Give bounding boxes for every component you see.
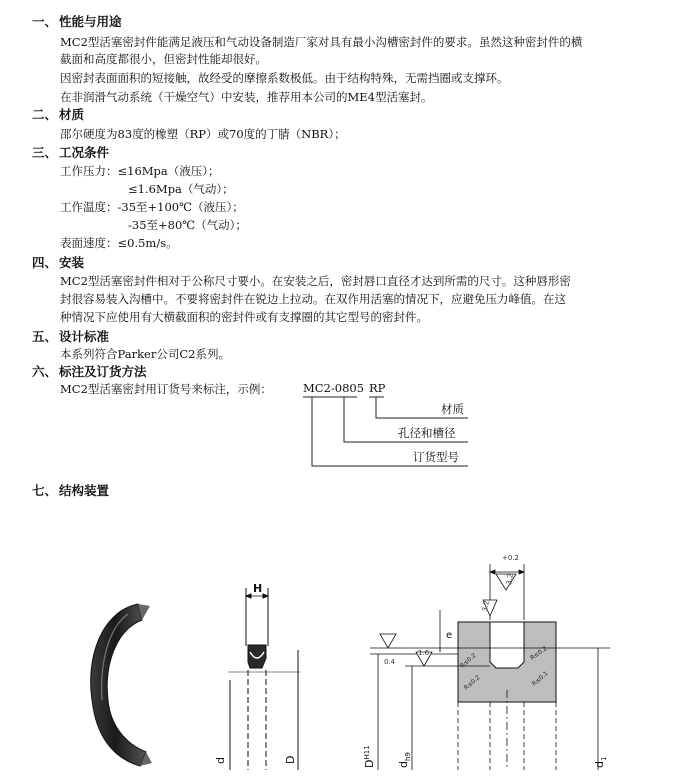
paragraph-line: 在非润滑气动系统（干燥空气）中安装，推荐用本公司的ME4型活塞封。 <box>60 90 433 104</box>
paragraph-line: 种情况下应使用有大横截面积的密封件或有支撑圈的其它型号的密封件。 <box>60 310 428 324</box>
label-order-type: 订货型号 <box>413 450 459 464</box>
dim-D-H11-sup: H11 <box>363 745 371 760</box>
section-title: 安装 <box>59 255 85 270</box>
roughness-b: 3.2 <box>505 572 515 586</box>
paragraph-line: 工作温度：-35至+100℃（液压）； <box>60 200 244 214</box>
roughness-a: 3.2 <box>481 599 491 613</box>
radius-a: R≤0.2 <box>458 652 478 670</box>
seal-ring-illustration <box>91 604 152 766</box>
dim-H: H <box>253 582 263 595</box>
roughness-c: 0.4 <box>384 658 396 666</box>
dim-D-H11 <box>363 745 376 768</box>
dim-d1 <box>593 757 608 768</box>
dim-D-H11-main: D <box>363 759 376 768</box>
groove-drawing <box>370 564 610 770</box>
dim-d-h9 <box>397 752 412 768</box>
dim-e: e <box>446 630 453 641</box>
paragraph-line: MC2型活塞密封用订货号来标注，示例： <box>60 382 272 396</box>
section-title: 标注及订货方法 <box>59 364 147 379</box>
radius-b: R≤0.2 <box>462 674 482 692</box>
label-bore-groove: 孔径和槽径 <box>398 426 456 440</box>
seal-cross-section <box>228 588 300 770</box>
section-number: 四、 <box>32 255 58 270</box>
section-number: 五、 <box>32 329 58 344</box>
section-number: 六、 <box>32 364 58 379</box>
section-title: 结构装置 <box>59 483 110 498</box>
paragraph-line: 邵尔硬度为83度的橡塑（RP）或70度的丁腈（NBR）； <box>60 127 346 141</box>
dim-d-h9-main: d <box>397 761 410 768</box>
section-title: 工况条件 <box>59 145 110 160</box>
paragraph-line: 封很容易装入沟槽中。不要将密封件在锐边上拉动。在双作用活塞的情况下，应避免压力峰值。在这 <box>60 292 566 306</box>
paragraph-line: 表面速度：≤0.5m/s。 <box>60 236 178 250</box>
section-title: 材质 <box>59 107 85 122</box>
order-code-type-bore: MC2-0805 <box>303 381 365 395</box>
dim-D: D <box>284 755 297 764</box>
paragraph-line: 工作压力：≤16Mpa（液压）； <box>60 164 220 178</box>
tolerance-top: +0.2 <box>502 554 519 562</box>
paragraph-line: 本系列符合Parker公司C2系列。 <box>60 347 230 361</box>
section-title: 设计标准 <box>59 329 110 344</box>
order-code-material: RP <box>369 381 386 395</box>
roughness-d: 1.6 <box>418 649 430 657</box>
section-number: 二、 <box>32 107 58 122</box>
paragraph-line: MC2型活塞密封件能满足液压和气动设备制造厂家对具有最小沟槽密封件的要求。虽然这种密封件的横 <box>60 35 583 49</box>
dim-d-h9-sub: h9 <box>404 752 412 762</box>
section-title: 性能与用途 <box>59 14 122 29</box>
dim-d1-main: d <box>593 761 606 768</box>
section-number: 三、 <box>32 145 58 160</box>
paragraph-line: ≤1.6Mpa（气动）； <box>128 182 234 196</box>
paragraph-line: -35至+80℃（气动）； <box>128 218 247 232</box>
dim-d1-sub: 1 <box>600 756 608 762</box>
dim-d: d <box>214 757 227 764</box>
paragraph-line: 因密封表面面积的短接触，故经受的摩擦系数极低。由于结构特殊，无需挡圈或支撑环。 <box>60 71 509 85</box>
paragraph-line: MC2型活塞密封件相对于公称尺寸要小。在安装之后，密封唇口直径才达到所需的尺寸。这种唇形密 <box>60 274 571 288</box>
radius-c: R≤0.2 <box>529 645 549 662</box>
section-number: 七、 <box>32 483 58 498</box>
radius-d: R≤0.1 <box>530 670 550 688</box>
paragraph-line: 截面和高度都很小，但密封性能却很好。 <box>60 52 267 66</box>
label-material: 材质 <box>441 402 464 416</box>
section-number: 一、 <box>32 14 58 29</box>
